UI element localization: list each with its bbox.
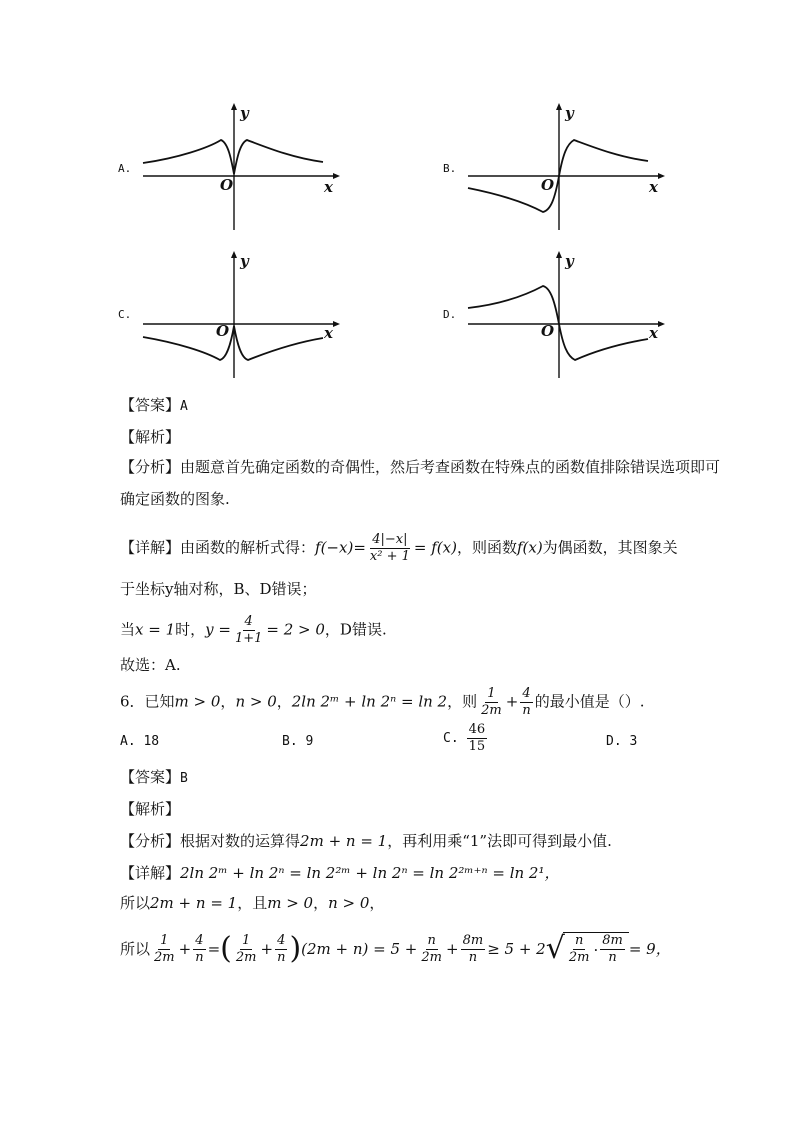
q5-result: = 2 > 0 [266,620,325,639]
q6-stem-prefix: 6．已知 [120,692,175,711]
q6-s2-plus3: + [446,940,459,958]
graph-d-letter: D. [443,308,457,321]
graph-b-y-label: y [565,104,574,122]
q6-s2-r2-den: n [608,950,617,965]
q6-s2-f2-den: n [195,949,204,965]
q6-fenxi-post: ，再利用乘“1”法即可得到最小值. [387,832,612,850]
q6-jiexi-tag: 【解析】 [120,800,181,818]
q5-mid-text: ，则函数 [456,538,517,557]
q6-fenxi-eq: 2m + n = 1 [300,832,388,850]
q6-s2-f5-den: 2m [421,949,442,965]
q6-s2-plus2: + [260,940,274,958]
graph-a-origin-label: O [220,176,234,194]
q6-s2-eq: = [207,940,221,958]
q5-fenxi-text2: 确定函数的图象. [120,490,230,508]
q5-answer-tag: 【答案】 [120,396,181,414]
q6-frac-b-den: n [522,703,531,718]
q6-s2-end: = 9， [628,940,671,958]
q6-choice-c-den: 15 [468,739,486,754]
q5-jiexi-tag: 【解析】 [120,428,181,446]
q6-s2-r2 [600,933,625,966]
sqrt-icon: √ [545,931,565,966]
q6-s2-f5-num: n [427,932,436,948]
q5-answer-value: A [180,399,188,414]
q5-guxuan-line [120,654,181,676]
q6-frac-b [520,686,532,719]
q5-d-wrong: ，D错误. [324,620,387,639]
q5-y-eq: y = [205,620,231,639]
q6-s2-geq: ≥ 5 + 2 [487,940,546,958]
q6-s2-f4-num: 4 [277,932,286,948]
q5-eq-fx: = f(x) [413,538,457,557]
graph-a-letter: A. [118,162,132,175]
q6-s2-r1 [567,933,592,966]
q5-fenxi-tag: 【分析】 [120,458,181,476]
q6-suoyi1-m: m > 0 [267,894,314,912]
q6-stem-line: 6．已知m > 0，n > 0，2ln 2ᵐ + ln 2ⁿ = ln 2，则 $\frac{1}{2m}$ + $\frac{4}{n}$ 的最小值是（）. [120,686,645,718]
q6-xiangjie-tag: 【详解】 [120,864,181,882]
graph-b [443,100,673,235]
q6-s2-f1 [152,933,177,966]
graph-d [443,248,673,383]
q5-f-neg-x: f(−x)= [315,538,366,557]
q6-answer-value: B [180,771,188,786]
q6-s2-f6-den: n [468,949,478,965]
graph-a [118,100,348,235]
q6-s2-f3 [234,933,259,966]
q5-fenxi-line1 [120,456,720,478]
q6-s2-dot: · [593,940,599,959]
q6-s2-lparen: ( [220,931,232,966]
graph-a-svg [118,100,348,235]
q6-eq-log: 2ln 2ᵐ + ln 2ⁿ = ln 2 [291,692,448,711]
q6-fenxi-pre: 根据对数的运算得 [180,832,301,850]
graph-c-x-label: x [324,324,333,342]
q6-frac-a-den: 2m [481,703,502,718]
q6-s2-f6 [461,933,486,966]
q6-ze: ，则 [447,692,478,711]
graph-d-svg [443,248,673,383]
q6-choice-b[interactable]: B. 9 [282,734,314,749]
q5-fenxi-text1: 由题意首先确定函数的奇偶性，然后考查函数在特殊点的函数值排除错误选项即可 [180,458,721,476]
q6-choice-a[interactable]: A. 18 [120,734,160,749]
q6-s2-f6-num: 8m [462,932,484,948]
q6-s2-f3-den: 2m [235,949,257,965]
q5-frac1-num: 4|−x| [372,532,408,547]
q6-s2-f1-num: 1 [160,932,169,948]
q5-post-text: 为偶函数，其图象关 [542,538,678,557]
q6-answer-line [120,766,188,790]
q6-choice-c[interactable] [443,722,489,755]
q6-s2-r1-num: n [574,933,584,948]
q5-answer-line [120,394,188,418]
q6-xiangjie-eq: 2ln 2ᵐ + ln 2ⁿ = ln 2²ᵐ + ln 2ⁿ = ln 2²ᵐ⁺ⁿ = ln 2¹， [180,864,560,882]
q5-frac1 [368,532,412,565]
q6-s2-f2-num: 4 [195,932,204,948]
q5-x-eq-1: x = 1 [135,620,176,639]
q6-s2-r2-num: 8m [602,933,623,948]
graph-a-y-label: y [240,104,249,122]
q6-choice-c-num: 46 [468,722,486,737]
q6-suoyi2-line [120,932,671,966]
graph-d-origin-label: O [541,322,555,340]
graph-b-x-label: x [649,178,658,196]
q5-frac2-den: 1+1 [234,631,263,646]
q6-plus: + [505,692,519,711]
q6-s2-plus1: + [178,940,192,958]
q5-fenxi-line2 [120,488,230,510]
q5-xiangjie-tag: 【详解】 [120,538,181,557]
q6-answer-tag: 【答案】 [120,768,181,786]
graph-d-y-label: y [565,252,574,270]
q6-jiexi-line [120,798,180,820]
q6-s2-r1-den: 2m [568,950,590,965]
q5-xiangjie-line [120,532,678,565]
q6-suoyi2-pre: 所以 [120,940,151,958]
q5-frac2 [233,614,264,647]
q6-m-gt0: m > 0 [174,692,221,711]
q6-choice-c-letter: C. [443,731,459,746]
q6-suoyi1-eq: 2m + n = 1 [150,894,238,912]
q6-s2-f2 [193,933,205,966]
q6-suoyi1-mid: ，且 [237,894,268,912]
q5-dang-line [120,614,387,647]
q5-guxuan: 故选：A. [120,656,181,674]
q6-suoyi1-pre: 所以 [120,894,151,912]
q6-s2-mult: (2m + n) = 5 + [301,940,418,958]
q6-s2-sqrt [546,932,629,966]
q6-fenxi-line [120,830,612,852]
q5-shi: 时， [175,620,206,639]
q6-s2-f5 [419,933,444,966]
q5-line2-text: 于坐标y轴对称，B、D错误； [120,580,317,598]
q6-frac-a [479,686,504,719]
graph-c-y-label: y [240,252,249,270]
q6-s2-f3-num: 1 [242,932,251,948]
graph-a-x-label: x [324,178,333,196]
q6-suoyi1-line: 所以2m + n = 1，且m > 0，n > 0， [120,894,385,912]
q6-s2-f1-den: 2m [154,949,175,965]
q6-s2-f4-den: n [277,949,286,965]
graph-b-svg [443,100,673,235]
graph-c-letter: C. [118,308,132,321]
q5-frac1-den: x² + 1 [369,549,410,564]
q5-dang: 当 [120,620,136,639]
q5-frac2-num: 4 [244,614,253,629]
q6-frac-a-num: 1 [487,686,496,701]
q6-s2-f4 [275,933,287,966]
q6-suoyi1-n: n > 0 [328,894,370,912]
q6-fenxi-tag: 【分析】 [120,832,181,850]
q6-n-gt0: n > 0 [235,692,277,711]
q5-fx-again: f(x) [516,538,543,557]
q6-stem-suffix: 的最小值是（）. [534,692,645,711]
q6-s2-rparen: ) [289,931,302,966]
graph-b-letter: B. [443,162,457,175]
q5-jiexi-line [120,426,180,448]
graph-c-origin-label: O [216,322,230,340]
graph-d-x-label: x [649,324,658,342]
q5-line2 [120,578,317,600]
q5-xiangjie-pre: 由函数的解析式得： [180,538,316,557]
graph-b-origin-label: O [541,176,555,194]
q6-choice-d[interactable]: D. 3 [606,734,638,749]
q6-xiangjie-line [120,862,560,884]
graph-c-svg [118,248,348,383]
q6-frac-b-num: 4 [522,686,531,701]
q6-choice-c-frac [467,722,488,755]
q6-s2-sqrt-inner [563,932,629,966]
graph-c [118,248,348,383]
